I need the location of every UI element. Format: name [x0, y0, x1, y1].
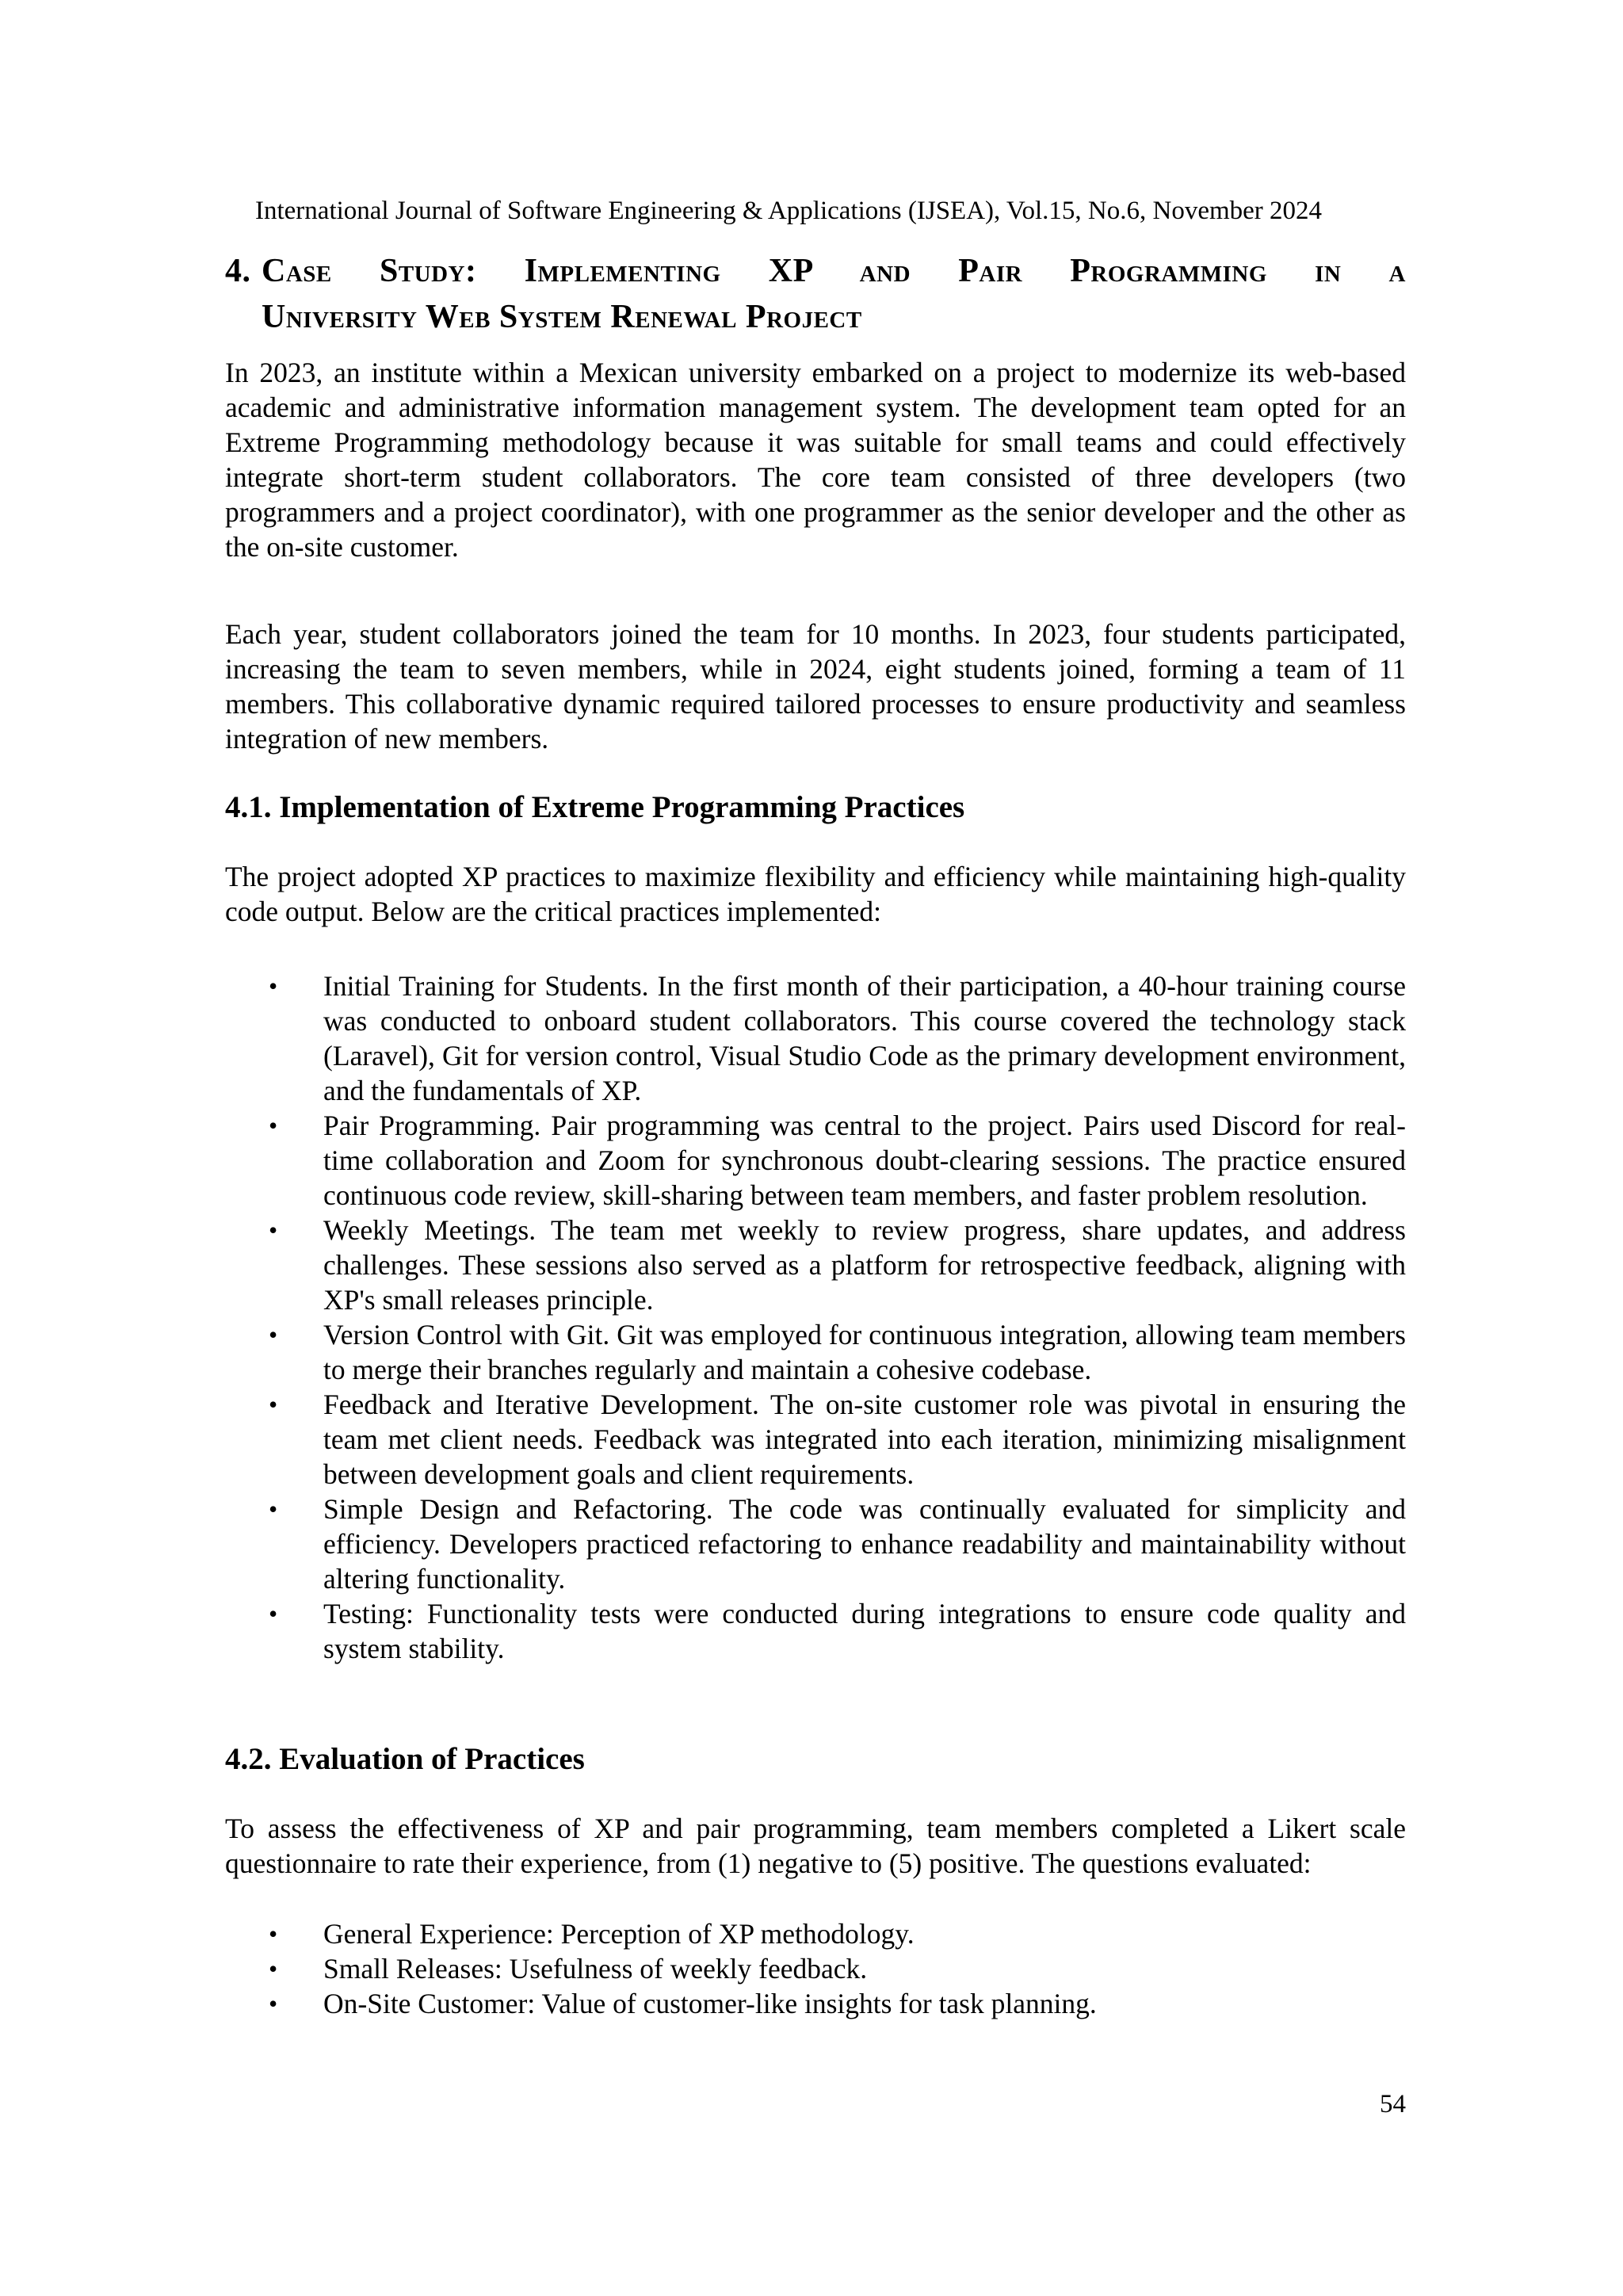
bullet-icon: • [269, 1320, 278, 1349]
bullet-icon: • [269, 1111, 278, 1140]
bullet-icon: • [269, 1920, 278, 1948]
list-item-text: Testing: Functionality tests were conducted during integrations to ensure code quality and system stability. [323, 1598, 1406, 1664]
list-item-text: On-Site Customer: Value of customer-like insights for task planning. [323, 1988, 1097, 2019]
section-number: 4. [225, 253, 251, 289]
bullet-icon: • [269, 1599, 278, 1628]
list-item-text: Weekly Meetings. The team met weekly to review progress, share updates, and address challenges. These sessions also served as a platform for retrospective feedback, aligning with XP's small releases principle. [323, 1214, 1406, 1316]
subsection-2-intro: To assess the effectiveness of XP and pair programming, team members completed a Likert scale questionnaire to rate their experience, from (1) negative to (5) positive. The questions evaluated: [225, 1813, 1406, 1879]
bullet-icon: • [269, 1390, 278, 1419]
list-item-text: Small Releases: Usefulness of weekly feedback. [323, 1953, 868, 1985]
list-item-text: Version Control with Git. Git was employed for continuous integration, allowing team members to merge their branches regularly and maintain a cohesive codebase. [323, 1319, 1406, 1385]
list-item [225, 1916, 1406, 1951]
evaluation-questions-list [225, 1916, 1406, 2021]
bullet-icon: • [269, 972, 278, 1000]
bullet-icon: • [269, 1989, 278, 2018]
running-header: International Journal of Software Engineering & Applications (IJSEA), Vol.15, No.6, November 2024 [255, 197, 1323, 225]
intro-paragraph-2: Each year, student collaborators joined the team for 10 months. In 2023, four students participated, increasing the team to seven members, while in 2024, eight students joined, forming a team of 11 members. This collaborative dynamic required tailored processes to ensure productivity and seamless integration of new members. [225, 618, 1406, 755]
list-item [225, 1492, 1406, 1596]
practices-list [225, 968, 1406, 1666]
list-item-text: Simple Design and Refactoring. The code was continually evaluated for simplicity and efficiency. Developers practiced refactoring to enhance readability and maintainability without altering functionality. [323, 1493, 1406, 1595]
page-number: 54 [1380, 2090, 1406, 2118]
list-item [225, 968, 1406, 1108]
list-item [225, 1387, 1406, 1492]
list-item-text: General Experience: Perception of XP methodology. [323, 1918, 915, 1950]
list-item [225, 1317, 1406, 1387]
subsection-heading-4-2: 4.2. Evaluation of Practices [225, 1742, 585, 1776]
list-item [225, 1108, 1406, 1213]
section-title-line-2: University Web System Renewal Project [262, 299, 862, 335]
bullet-icon: • [269, 1954, 278, 1983]
list-item-text: Initial Training for Students. In the first month of their participation, a 40-hour training course was conducted to onboard student collaborators. This course covered the technology stack (Laravel), Git for version control, Visual Studio Code as the primary development environment, and the fundamentals of XP. [323, 970, 1406, 1106]
list-item [225, 1213, 1406, 1317]
list-item [225, 1596, 1406, 1666]
list-item-text: Feedback and Iterative Development. The on-site customer role was pivotal in ensuring the team met client needs. Feedback was integrated into each iteration, minimizing misalignment between development goals and client requirements. [323, 1389, 1406, 1490]
section-title-line-1: Case Study: Implementing XP and Pair Programming in a [262, 253, 1406, 289]
bullet-icon: • [269, 1495, 278, 1523]
subsection-1-intro: The project adopted XP practices to maximize flexibility and efficiency while maintaining high-quality code output. Below are the critical practices implemented: [225, 861, 1406, 927]
list-item-text: Pair Programming. Pair programming was central to the project. Pairs used Discord for real-time collaboration and Zoom for synchronous doubt-clearing sessions. The practice ensured continuous code review, skill-sharing between team members, and faster problem resolution. [323, 1110, 1406, 1211]
intro-paragraph-1: In 2023, an institute within a Mexican university embarked on a project to modernize its web-based academic and administrative information management system. The development team opted for an Extreme Programming methodology because it was suitable for small teams and could effectively integrate short-term student collaborators. The core team consisted of three developers (two programmers and a project coordinator), with one programmer as the senior developer and the other as the on-site customer. [225, 357, 1406, 563]
list-item [225, 1986, 1406, 2021]
list-item [225, 1951, 1406, 1986]
subsection-heading-4-1: 4.1. Implementation of Extreme Programming Practices [225, 790, 965, 824]
bullet-icon: • [269, 1216, 278, 1244]
